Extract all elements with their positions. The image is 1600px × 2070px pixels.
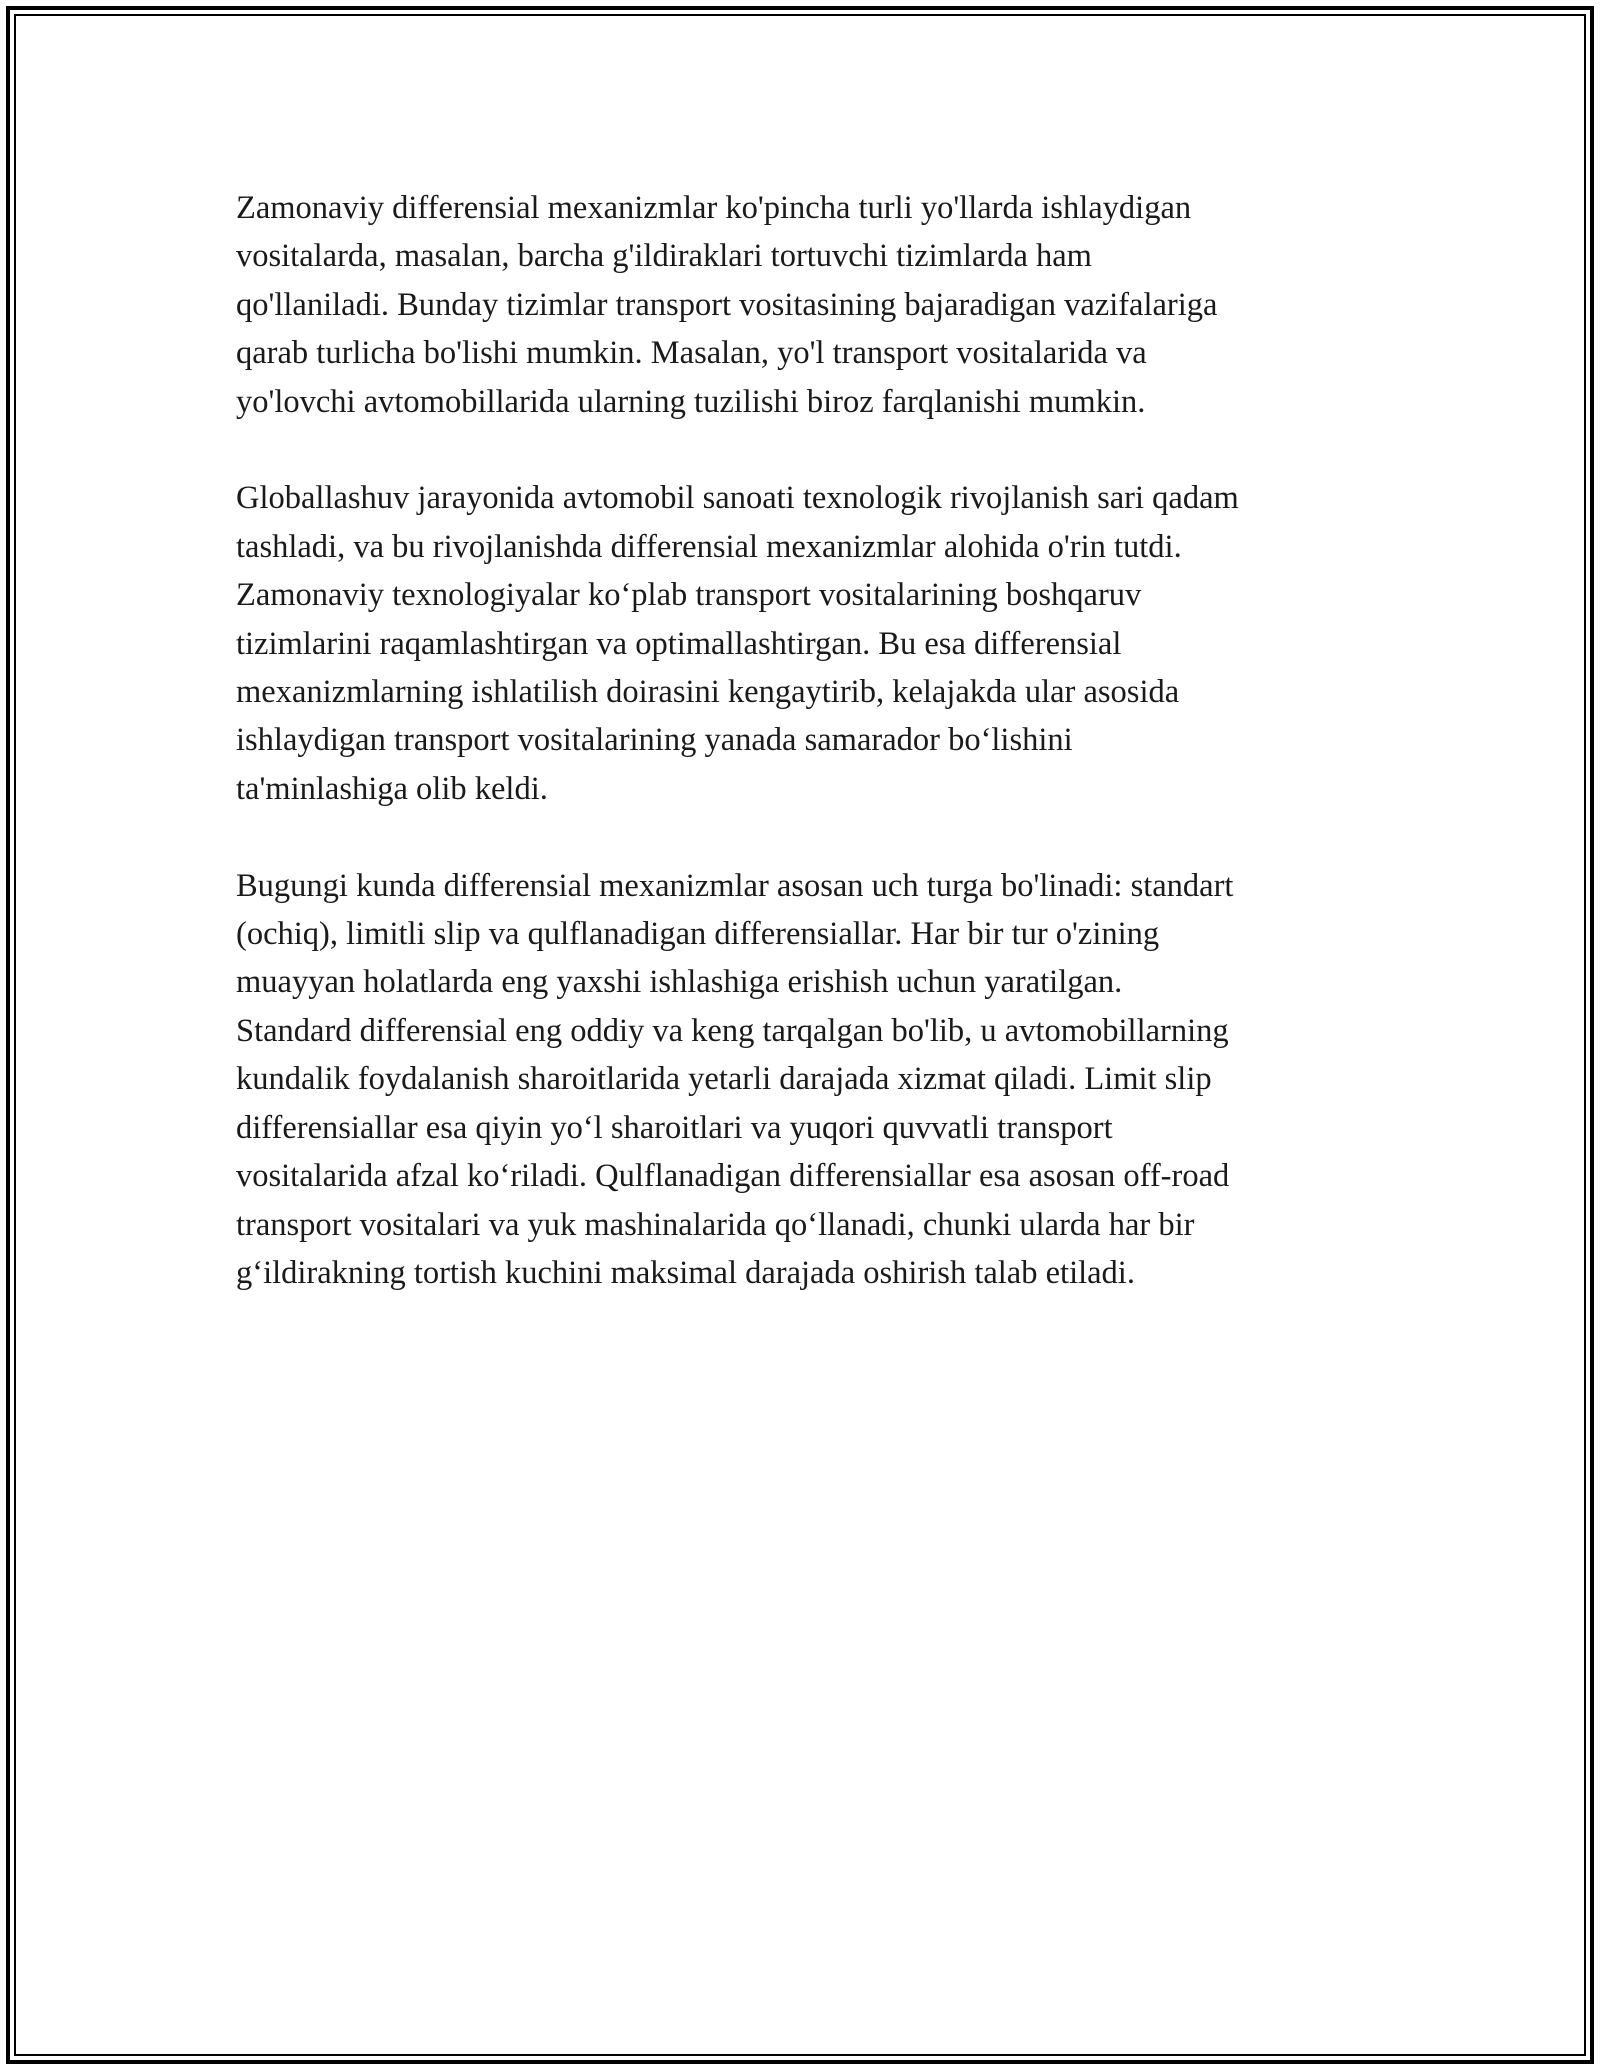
text-line: Zamonaviy differensial mexanizmlar ko'pincha turli yo'llarda ishlaydigan [236, 190, 1192, 226]
text-line: muayyan holatlarda eng yaxshi ishlashiga erishish uchun yaratilgan. [236, 964, 1123, 1001]
paragraph-2 [236, 474, 1366, 813]
paragraph-3 [236, 862, 1366, 1298]
text-line: qarab turlicha bo'lishi mumkin. Masalan, yo'l transport vositalarida va [236, 335, 1147, 372]
text-line: vositalarda, masalan, barcha g'ildiraklari tortuvchi tizimlarda ham [236, 238, 1092, 275]
text-line: ishlaydigan transport vositalarining yanada samarador bo‘lishini [236, 722, 1073, 759]
text-line: mexanizmlarning ishlatilish doirasini kengaytirib, kelajakda ular asosida [236, 674, 1180, 711]
text-line: Zamonaviy texnologiyalar ko‘plab transport vositalarining boshqaruv [236, 577, 1142, 614]
text-line: (ochiq), limitli slip va qulflanadigan differensiallar. Har bir tur o'zining [236, 916, 1160, 953]
text-line: differensiallar esa qiyin yo‘l sharoitlari va yuqori quvvatli transport [236, 1109, 1113, 1146]
text-line: Standard differensial eng oddiy va keng tarqalgan bo'lib, u avtomobillarning [236, 1012, 1229, 1049]
text-line: kundalik foydalanish sharoitlarida yetarli darajada xizmat qiladi. Limit slip [236, 1061, 1212, 1098]
text-line: g‘ildirakning tortish kuchini maksimal darajada oshirish talab etiladi. [236, 1254, 1135, 1291]
paragraph-1 [236, 184, 1366, 426]
document-body [236, 184, 1366, 1346]
text-line: vositalarida afzal ko‘riladi. Qulflanadigan differensiallar esa asosan off-road [236, 1158, 1230, 1195]
text-line: ta'minlashiga olib keldi. [236, 770, 548, 807]
text-line: tizimlarini raqamlashtirgan va optimallashtirgan. Bu esa differensial [236, 625, 1122, 662]
text-line: Globallashuv jarayonida avtomobil sanoati texnologik rivojlanish sari qadam [236, 480, 1239, 517]
text-line: qo'llaniladi. Bunday tizimlar transport vositasining bajaradigan vazifalariga [236, 286, 1218, 323]
text-line: transport vositalari va yuk mashinalarida qo‘llanadi, chunki ularda har bir [236, 1206, 1195, 1243]
text-line: Bugungi kunda differensial mexanizmlar asosan uch turga bo'linadi: standart [236, 867, 1234, 904]
text-line: yo'lovchi avtomobillarida ularning tuzilishi biroz farqlanishi mumkin. [236, 383, 1146, 420]
text-line: tashladi, va bu rivojlanishda differensial mexanizmlar alohida o'rin tutdi. [236, 528, 1182, 565]
